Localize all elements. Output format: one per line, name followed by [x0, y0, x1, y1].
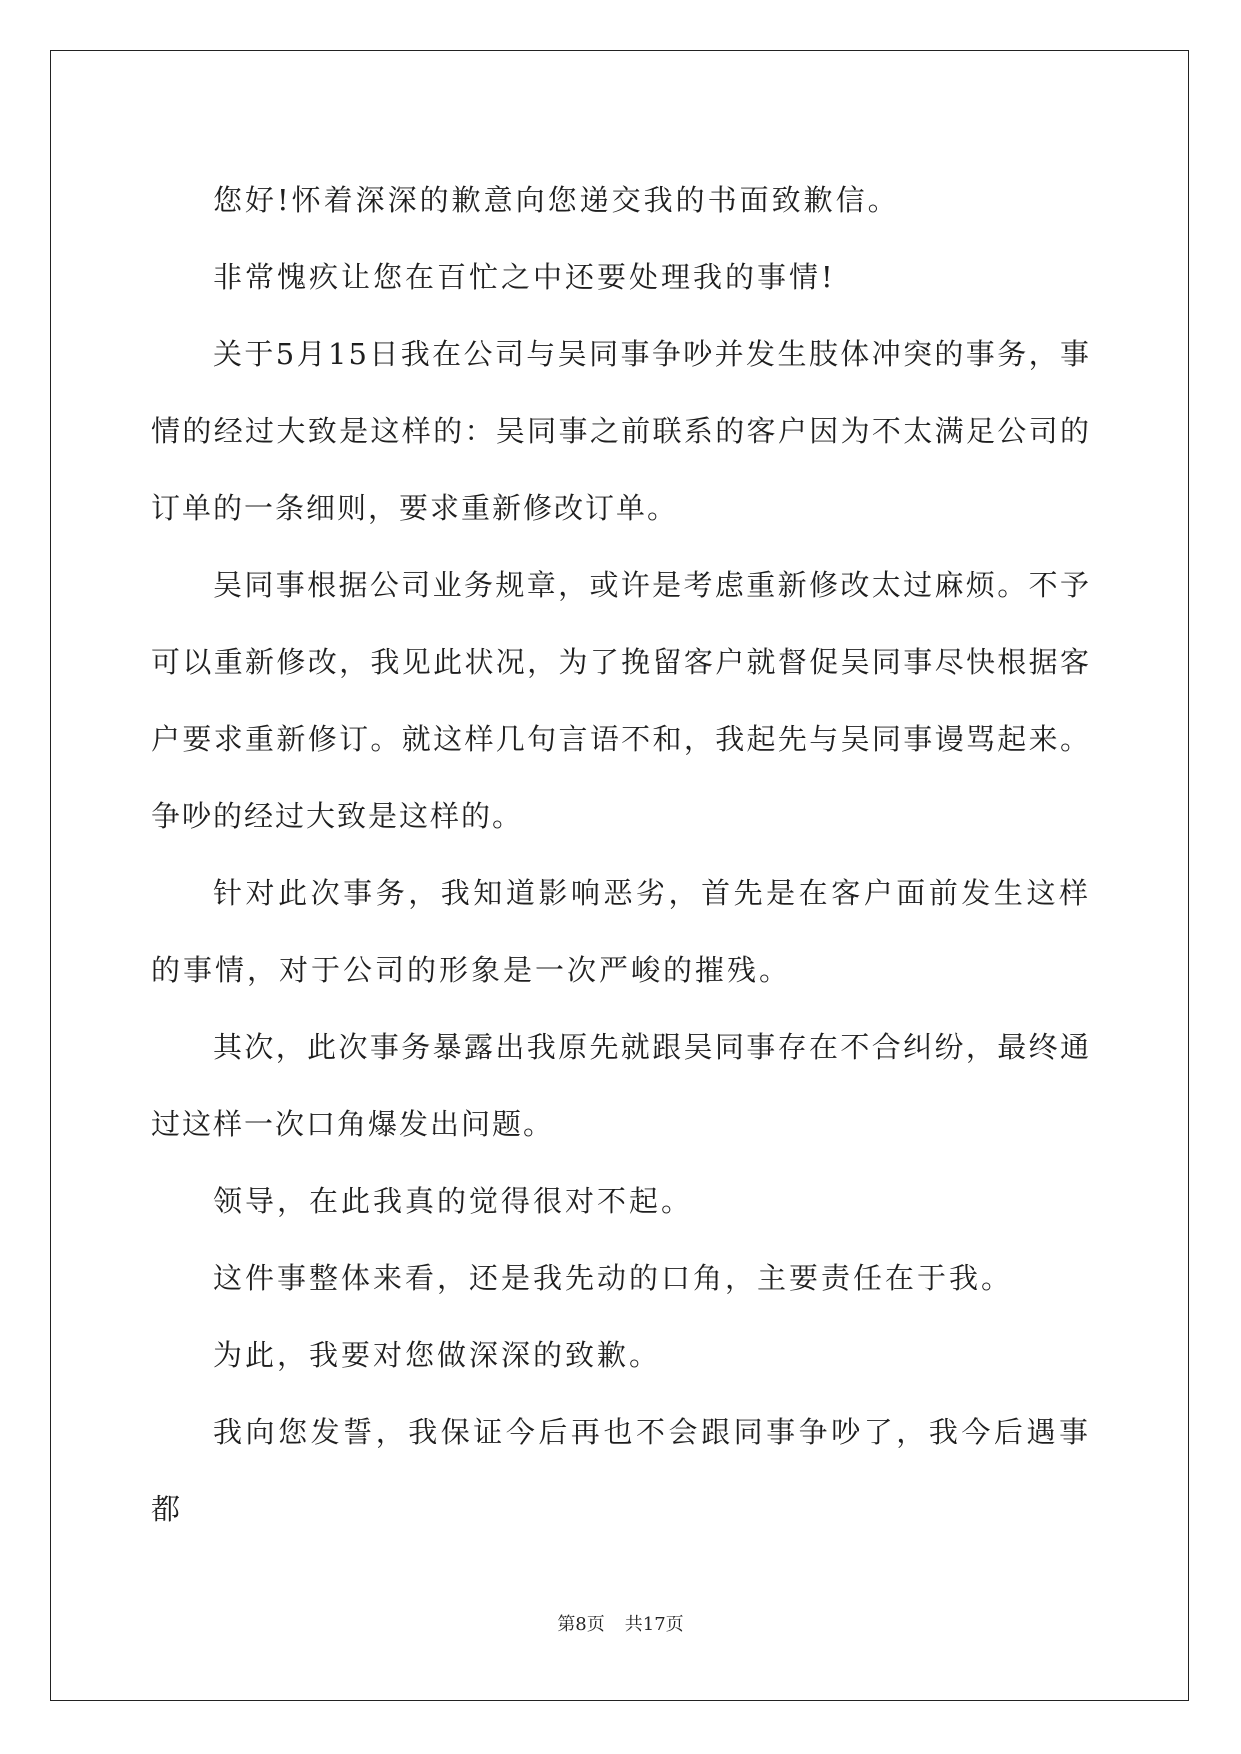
- paragraph-responsibility: 这件事整体来看，还是我先动的口角，主要责任在于我。: [213, 1261, 1014, 1295]
- paragraph-second-point: 其次，此次事务暴露出我原先就跟吴同事存在不合纠纷，最终通过这样一次口角爆发出问题。: [151, 1030, 1091, 1141]
- paragraph-apology: 非常愧疚让您在百忙之中还要处理我的事情!: [213, 260, 836, 294]
- paragraph-deep-apology: 为此，我要对您做深深的致歉。: [213, 1338, 662, 1372]
- paragraph-incident: 关于5月15日我在公司与吴同事争吵并发生肢体冲突的事务，事情的经过大致是这样的：吴同事之前联系的客户因为不太满足公司的订单的一条细则，要求重新修改订单。: [151, 337, 1091, 525]
- paragraph-sorry: 领导，在此我真的觉得很对不起。: [213, 1184, 694, 1218]
- paragraph-impact: 针对此次事务，我知道影响恶劣，首先是在客户面前发生这样的事情，对于公司的形象是一次严峻的摧残。: [151, 876, 1091, 987]
- letter-body: [151, 162, 1091, 1548]
- paragraph-greeting: 您好!怀着深深的歉意向您递交我的书面致歉信。: [213, 183, 900, 217]
- page-number: 第8页: [557, 1614, 605, 1635]
- paragraph-promise: 我向您发誓，我保证今后再也不会跟同事争吵了，我今后遇事都: [151, 1415, 1091, 1526]
- page-footer: [0, 1610, 1241, 1636]
- page-total: 共17页: [624, 1614, 684, 1635]
- paragraph-details: 吴同事根据公司业务规章，或许是考虑重新修改太过麻烦。不予可以重新修改，我见此状况，为了挽留客户就督促吴同事尽快根据客户要求重新修订。就这样几句言语不和，我起先与吴同事谩骂起来。争吵的经过大致是这样的。: [151, 568, 1091, 833]
